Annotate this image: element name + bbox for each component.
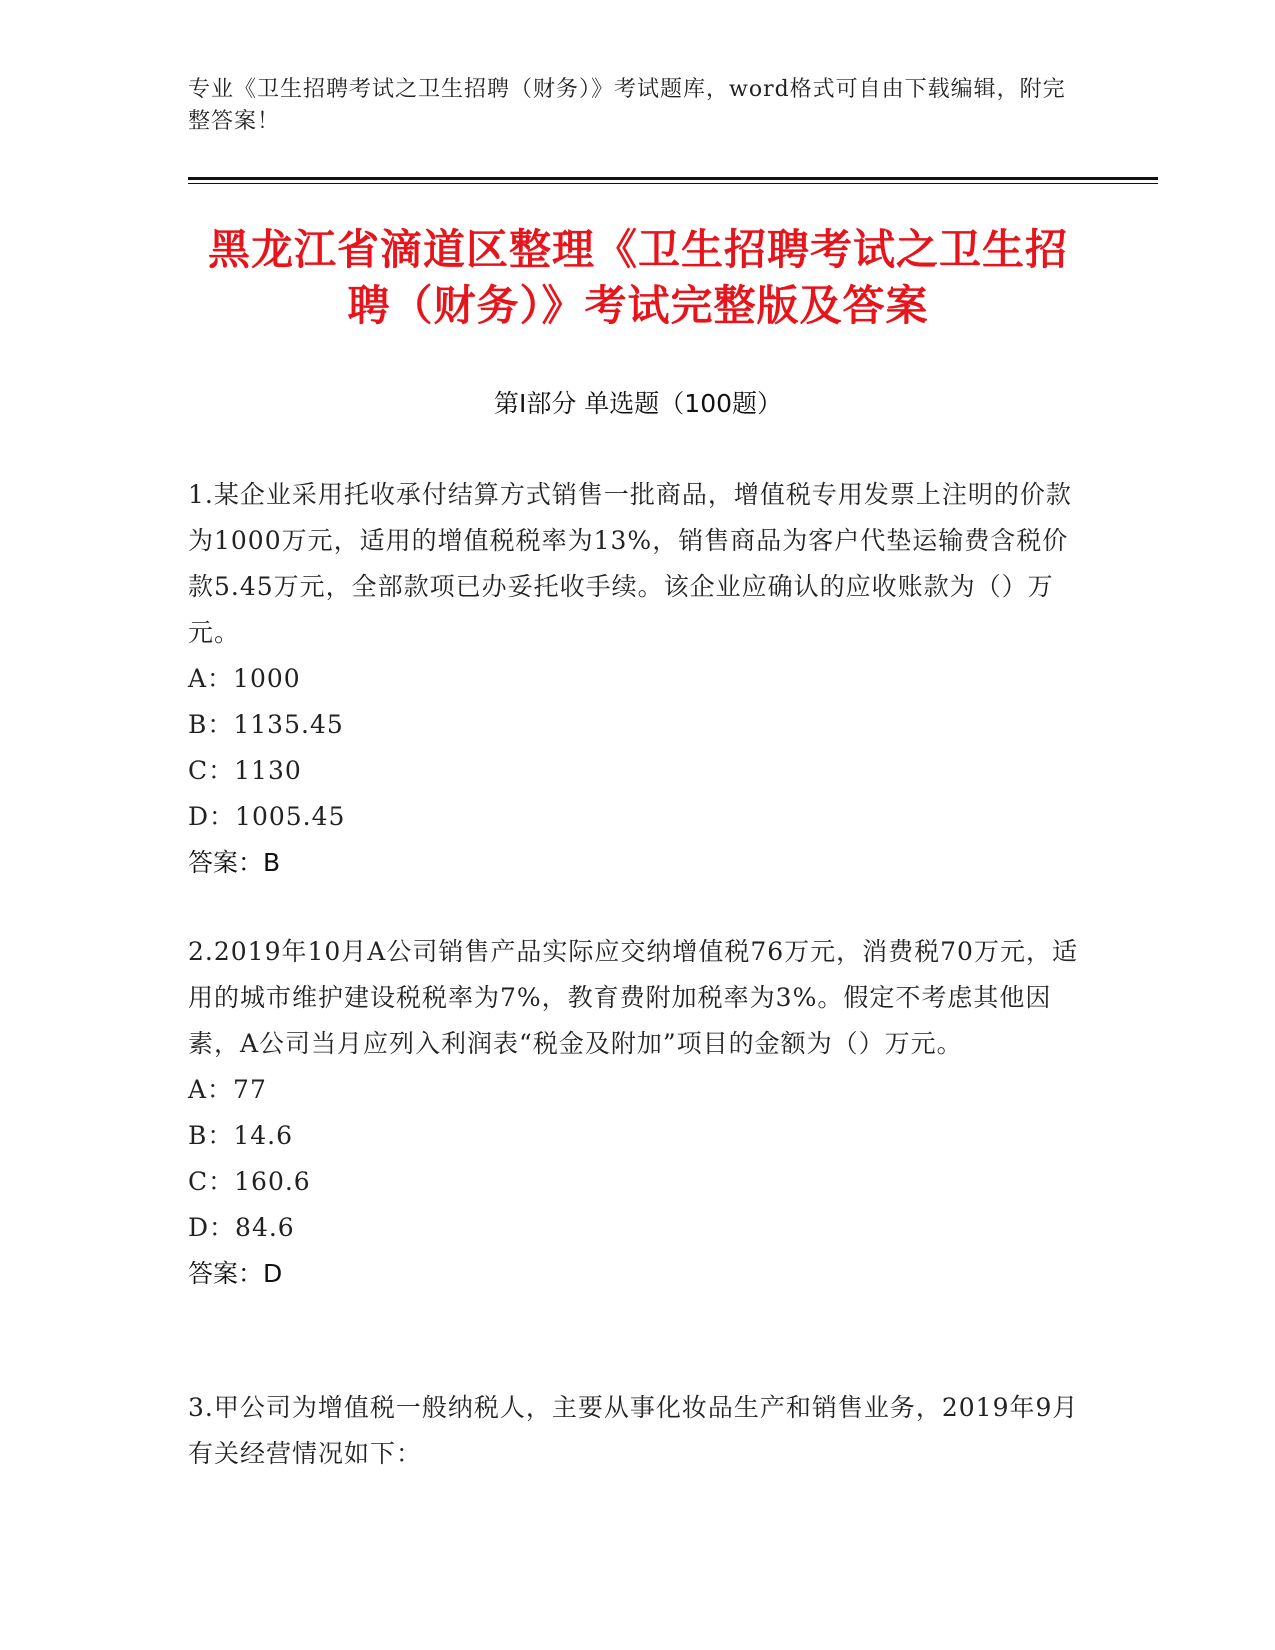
question-stem: 3.甲公司为增值税一般纳税人，主要从事化妆品生产和销售业务，2019年9月有关经营情况如下： bbox=[188, 1393, 1079, 1468]
document-title: 黑龙江省滴道区整理《卫生招聘考试之卫生招聘（财务）》考试完整版及答案 bbox=[207, 225, 1068, 330]
question-stem: 2.2019年10月A公司销售产品实际应交纳增值税76万元，消费税70万元，适用的城市维护建设税税率为7%，教育费附加税率为3%。假定不考虑其他因素，A公司当月应列入利润表“税金及附加”项目的金额为（）万元。 bbox=[188, 937, 1078, 1058]
option-a: A：77 bbox=[188, 1075, 267, 1104]
option-d: D：84.6 bbox=[188, 1213, 295, 1242]
header-divider-thin bbox=[188, 183, 1158, 184]
option-b: B：14.6 bbox=[188, 1121, 294, 1150]
header-divider-thick bbox=[188, 177, 1158, 180]
question-stem: 1.某企业采用托收承付结算方式销售一批商品，增值税专用发票上注明的价款为1000万元，适用的增值税税率为13%，销售商品为客户代垫运输费含税价款5.45万元，全部款项已办妥托收手续。该企业应确认的应收账款为（）万元。 bbox=[188, 480, 1072, 647]
option-c: C：160.6 bbox=[188, 1167, 311, 1196]
option-c: C：1130 bbox=[188, 756, 302, 785]
question-2 bbox=[188, 929, 1088, 1297]
option-a: A：1000 bbox=[188, 664, 301, 693]
answer: 答案：B bbox=[188, 848, 281, 877]
answer: 答案：D bbox=[188, 1259, 283, 1288]
header-note: 专业《卫生招聘考试之卫生招聘（财务）》考试题库，word格式可自由下载编辑，附完整答案！ bbox=[188, 77, 1066, 134]
section-heading: 第Ⅰ部分 单选题（100题） bbox=[493, 389, 783, 418]
option-b: B：1135.45 bbox=[188, 710, 344, 739]
question-3 bbox=[188, 1385, 1088, 1477]
option-d: D：1005.45 bbox=[188, 802, 346, 831]
question-1 bbox=[188, 472, 1088, 886]
